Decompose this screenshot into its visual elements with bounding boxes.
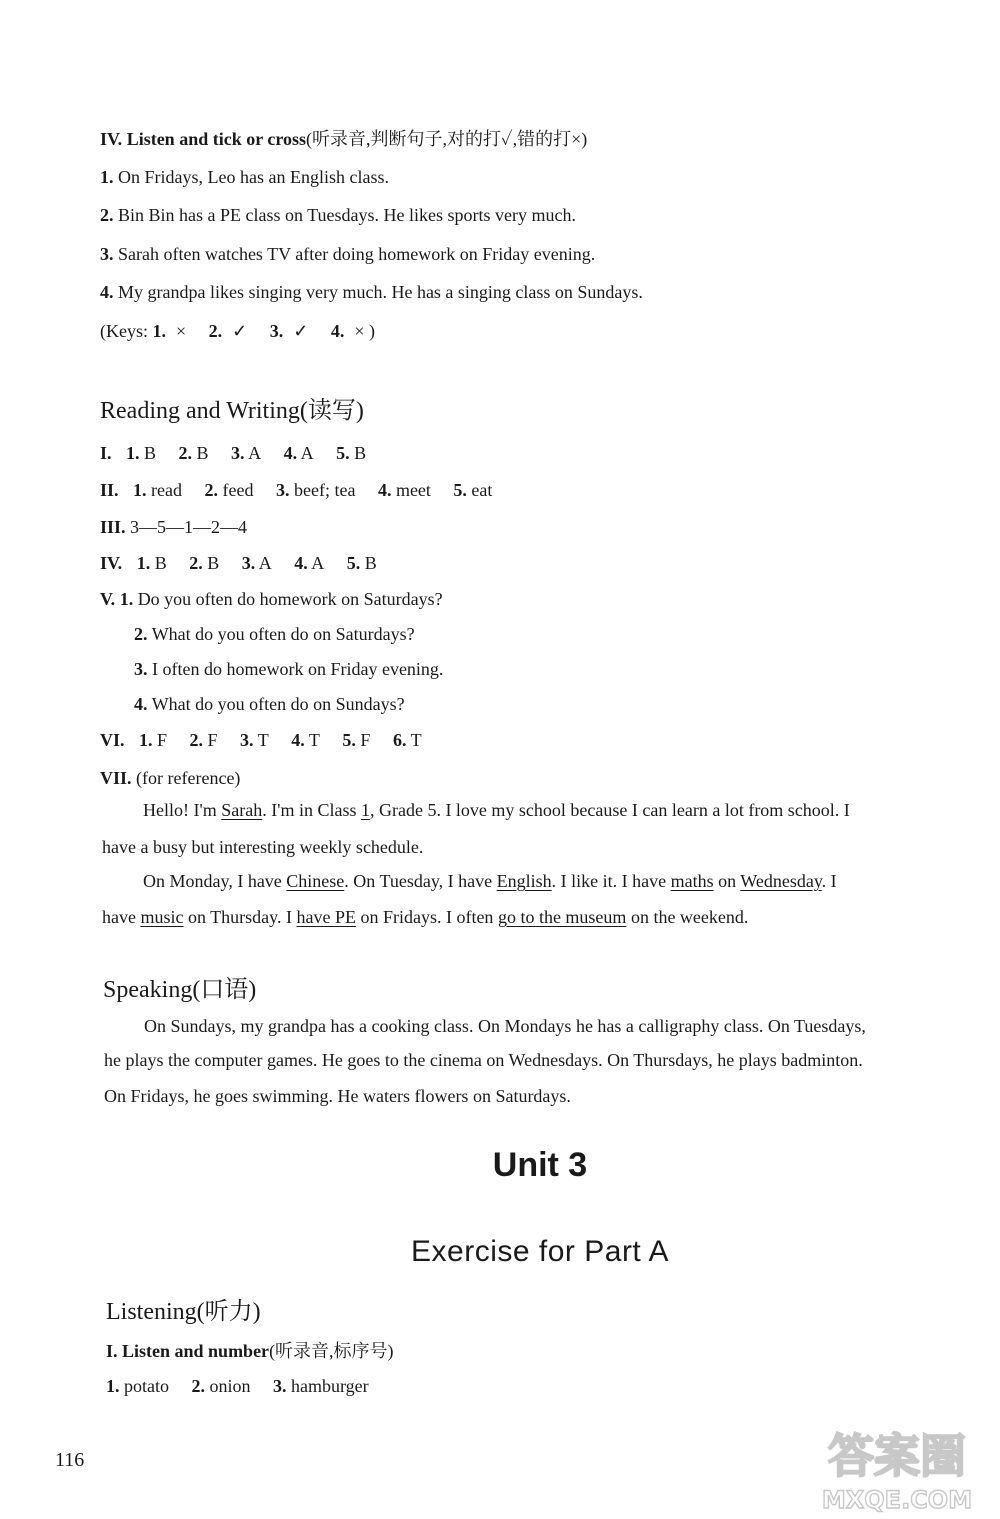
- section-iv-heading: [100, 128, 587, 150]
- text: , Grade 5. I love my school because I can learn a lot from school. I: [369, 800, 850, 820]
- text: have: [102, 907, 141, 927]
- answer-row-iv: [100, 552, 377, 574]
- answer-number: 4.: [291, 730, 305, 750]
- answer-number: 5.: [336, 443, 350, 463]
- list-item: [100, 281, 643, 303]
- text: on Fridays. I often: [355, 907, 498, 927]
- answer-number: 3.: [241, 553, 256, 573]
- vii-note: (for reference): [136, 768, 241, 788]
- answer-value: What do you often do on Saturdays?: [151, 624, 415, 644]
- part-title: Exercise for Part A: [411, 1235, 669, 1268]
- key-number: 2.: [208, 321, 223, 341]
- text: . I'm in Class: [262, 800, 361, 820]
- text: on the weekend.: [626, 907, 749, 927]
- answer-number: 2.: [189, 553, 203, 573]
- answer-number: 3.: [240, 730, 254, 750]
- answer-row-vi: [100, 729, 422, 751]
- answer-number: 1.: [119, 589, 134, 609]
- item-number: 3.: [100, 244, 114, 264]
- answer-number: 1.: [136, 553, 151, 573]
- answer-number: 2.: [134, 624, 148, 644]
- key-value: ✓: [232, 321, 248, 341]
- answer-value: T: [410, 730, 422, 750]
- row-label: III.: [100, 517, 126, 537]
- section-iv-number: IV.: [100, 129, 123, 149]
- answer-row-v: [100, 588, 443, 610]
- row-label: I.: [100, 443, 112, 463]
- section-i-items: [106, 1375, 369, 1397]
- answer-value: A: [311, 553, 325, 573]
- section-i-number: I.: [106, 1341, 118, 1361]
- answer-value: B: [354, 443, 367, 463]
- speaking-line: On Sundays, my grandpa has a cooking class. On Mondays he has a calligraphy class. On Tuesdays,: [144, 1016, 866, 1036]
- list-item: [134, 693, 405, 715]
- item-number: 3.: [273, 1376, 287, 1396]
- answer-value: meet: [395, 480, 431, 500]
- item-number: 1.: [100, 167, 114, 187]
- text: . I like it. I have: [551, 871, 671, 891]
- item-text: onion: [209, 1376, 251, 1396]
- speaking-line: On Fridays, he goes swimming. He waters flowers on Saturdays.: [104, 1086, 571, 1106]
- list-item: [134, 658, 443, 680]
- answer-number: 3.: [231, 443, 245, 463]
- answer-value: A: [258, 553, 272, 573]
- answer-value: F: [207, 730, 218, 750]
- answer-number: 5.: [342, 730, 356, 750]
- key-number: 1.: [152, 321, 166, 341]
- answer-number: 4.: [283, 443, 298, 463]
- key-value: ✓: [293, 321, 309, 341]
- item-number: 2.: [100, 205, 114, 225]
- key-value: ×: [176, 321, 187, 341]
- text: on: [713, 871, 741, 891]
- answer-number: 1.: [126, 443, 140, 463]
- row-label: II.: [100, 480, 119, 500]
- answer-value: B: [364, 553, 377, 573]
- answer-value: T: [308, 730, 320, 750]
- answer-value: 3—5—1—2—4: [130, 517, 248, 537]
- key-number: 3.: [269, 321, 284, 341]
- answer-keys: [100, 320, 375, 342]
- section-iv-title: Listen and tick or cross: [126, 129, 307, 149]
- answer-row-i: [100, 442, 366, 464]
- answer-value: B: [154, 553, 167, 573]
- filled-blank: Wednesday: [740, 871, 822, 891]
- answer-number: 5.: [453, 480, 467, 500]
- answer-value: F: [360, 730, 371, 750]
- section-i-title: Listen and number: [122, 1341, 270, 1361]
- item-text: My grandpa likes singing very much. He has a singing class on Sundays.: [118, 282, 643, 302]
- row-label: VI.: [100, 730, 125, 750]
- answer-value: B: [144, 443, 157, 463]
- filled-blank: go to the museum: [497, 907, 627, 927]
- list-item: [100, 166, 389, 188]
- answer-value: A: [248, 443, 262, 463]
- text: . On Tuesday, I have: [344, 871, 497, 891]
- row-label: VII.: [100, 768, 132, 788]
- reading-writing-heading: Reading and Writing(读写): [100, 398, 364, 424]
- text: . I: [821, 871, 837, 891]
- answer-number: 4.: [377, 480, 392, 500]
- answer-number: 3.: [275, 480, 290, 500]
- text: Hello! I'm: [143, 800, 222, 820]
- unit-title: Unit 3: [492, 1146, 588, 1184]
- item-text: On Fridays, Leo has an English class.: [118, 167, 389, 187]
- answer-value: A: [300, 443, 314, 463]
- item-number: 2.: [191, 1376, 205, 1396]
- page-number: 116: [55, 1449, 85, 1471]
- filled-blank: 1: [360, 800, 370, 820]
- filled-blank: Chinese: [286, 871, 345, 891]
- answer-value: beef; tea: [293, 480, 356, 500]
- answer-value: Do you often do homework on Saturdays?: [137, 589, 443, 609]
- listening-heading: Listening(听力): [106, 1299, 261, 1325]
- key-value: ×: [354, 321, 365, 341]
- section-iv-instruction: (听录音,判断句子,对的打✓,错的打×): [306, 129, 588, 149]
- item-text: Bin Bin has a PE class on Tuesdays. He likes sports very much.: [118, 205, 576, 225]
- answer-number: 1.: [139, 730, 153, 750]
- item-number: 1.: [106, 1376, 120, 1396]
- answer-value: B: [196, 443, 209, 463]
- list-item: [134, 623, 415, 645]
- answer-number: 3.: [134, 659, 148, 679]
- answer-number: 2.: [178, 443, 193, 463]
- answer-row-iii: [100, 516, 247, 538]
- answer-number: 2.: [204, 480, 218, 500]
- answer-number: 4.: [134, 694, 148, 714]
- item-text: potato: [124, 1376, 169, 1396]
- text: On Monday, I have: [143, 871, 287, 891]
- answer-value: feed: [222, 480, 254, 500]
- watermark-bottom-text: MXQE.COM: [821, 1486, 973, 1514]
- key-number: 4.: [330, 321, 345, 341]
- answer-number: 4.: [294, 553, 308, 573]
- filled-blank: Sarah: [221, 800, 263, 820]
- filled-blank: maths: [670, 871, 714, 891]
- answer-number: 5.: [346, 553, 361, 573]
- keys-suffix: ): [369, 321, 375, 341]
- vii-paragraph-1-line-1: [143, 799, 850, 821]
- watermark-logo: [802, 1418, 992, 1514]
- row-label: IV.: [100, 553, 123, 573]
- item-text: hamburger: [291, 1376, 369, 1396]
- text: on Thursday. I: [183, 907, 297, 927]
- filled-blank: English: [496, 871, 552, 891]
- speaking-heading: Speaking(口语): [103, 977, 257, 1003]
- answer-number: 6.: [392, 730, 407, 750]
- section-i-heading: [106, 1340, 394, 1362]
- answer-number: 2.: [189, 730, 204, 750]
- answer-value: B: [207, 553, 220, 573]
- vii-paragraph-1-line-2: have a busy but interesting weekly schedule.: [102, 837, 424, 857]
- keys-prefix: (Keys:: [100, 321, 148, 341]
- answer-number: 1.: [133, 480, 147, 500]
- watermark-logo-icon: [802, 1418, 992, 1514]
- item-number: 4.: [100, 282, 114, 302]
- vii-paragraph-2-line-2: [102, 906, 748, 928]
- answer-value: F: [157, 730, 168, 750]
- filled-blank: have PE: [296, 907, 356, 927]
- answer-row-ii: [100, 479, 492, 501]
- item-text: Sarah often watches TV after doing homework on Friday evening.: [118, 244, 596, 264]
- answer-value: eat: [471, 480, 493, 500]
- filled-blank: music: [140, 907, 184, 927]
- list-item: [100, 204, 576, 226]
- answer-value: I often do homework on Friday evening.: [152, 659, 444, 679]
- answer-value: What do you often do on Sundays?: [151, 694, 405, 714]
- speaking-line: he plays the computer games. He goes to the cinema on Wednesdays. On Thursdays, he plays badminton.: [104, 1050, 863, 1070]
- watermark-top-text: 答案圈: [828, 1429, 966, 1483]
- vii-paragraph-2-line-1: [143, 870, 837, 892]
- answer-value: read: [151, 480, 182, 500]
- row-label: V.: [100, 589, 116, 609]
- answer-row-vii: [100, 767, 240, 789]
- answer-value: T: [257, 730, 269, 750]
- section-i-instruction: (听录音,标序号): [269, 1341, 394, 1361]
- list-item: [100, 243, 595, 265]
